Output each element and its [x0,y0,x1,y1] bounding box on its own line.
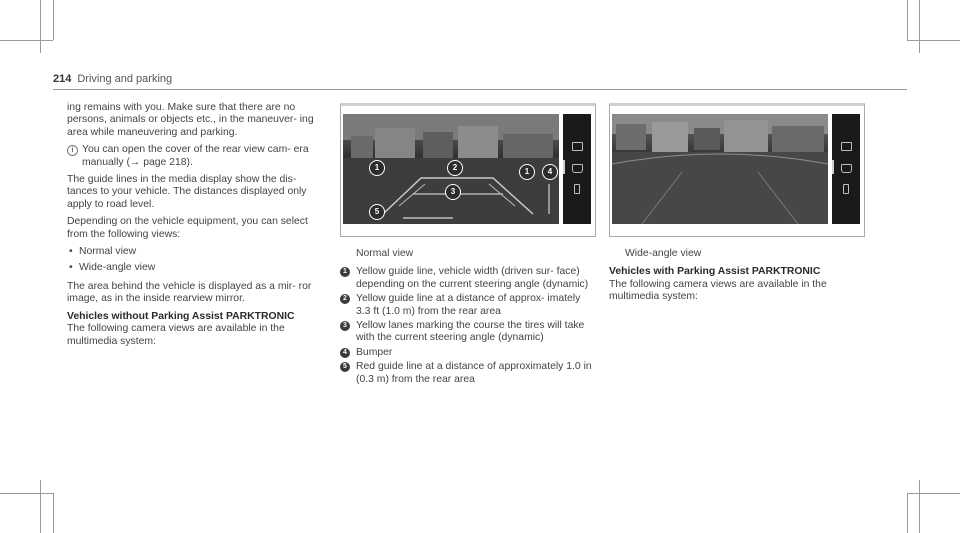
marker-5: 5 [369,204,385,220]
camera-figure-wide [609,103,865,237]
legend-number: 3 [340,321,350,331]
text-column-right [609,248,865,309]
running-header [53,73,172,85]
legend-text: Bumper [356,346,393,358]
crop-mark [0,40,53,41]
camera-view-icon [572,142,583,151]
note [67,144,323,169]
figure-caption-wide: Wide-angle view [625,248,702,259]
crop-mark [907,0,908,40]
trailer-icon [843,184,849,194]
active-view-indicator [832,160,834,174]
crop-mark [907,40,960,41]
camera-image-normal [343,114,559,224]
legend-number: 5 [340,362,350,372]
crop-mark [0,493,53,494]
wide-angle-icon [841,164,852,173]
depending-paragraph: Depending on the vehicle equipment, you can select from the following views: [67,216,308,240]
active-view-indicator [563,160,565,174]
camera-side-panel [563,114,591,224]
wide-angle-icon [572,164,583,173]
crop-mark [919,0,920,53]
intro-paragraph: ing remains with you. Make sure that there are no persons, animals or objects etc., in the maneuver- ing area while maneuvering and parking. [67,102,314,138]
crop-mark [40,480,41,533]
section-text-with: The following camera views are available in the multimedia system: [609,278,827,303]
marker-1: 1 [519,164,535,180]
crop-mark [907,493,960,494]
legend-text: Yellow lanes marking the course the tires will take with the current steering angle (dynamic) [356,320,585,344]
section-heading-without: Vehicles without Parking Assist PARKTRONIC [67,310,295,322]
figure-caption-normal: Normal view [356,248,414,259]
legend-number: 2 [340,294,350,304]
crop-mark [53,493,54,533]
text-column-left [67,102,323,353]
legend-text: Yellow guide line at a distance of approx- imately 3.3 ft (1.0 m) from the rear area [356,293,581,317]
section-heading-with: Vehicles with Parking Assist PARKTRONIC [609,266,821,278]
trailer-icon [574,184,580,194]
note-text: You can open the cover of the rear view cam- era manually (→ page 218). [82,144,309,168]
section-text-without: The following camera views are available in the multimedia system: [67,323,285,347]
marker-3: 3 [445,184,461,200]
legend-text: Yellow guide line, vehicle width (driven sur- face) depending on the current steering angle (dynamic) [356,266,589,290]
page-number: 214 [53,73,72,85]
legend-number: 4 [340,348,350,358]
camera-image-wide [612,114,828,224]
list-item: • Wide-angle view [67,262,323,274]
legend-item [340,320,596,345]
camera-side-panel [832,114,860,224]
marker-2: 2 [447,160,463,176]
legend-item [340,347,596,359]
marker-1: 1 [369,160,385,176]
mirror-paragraph: The area behind the vehicle is displayed as a mir- ror image, as in the inside rearview mirror. [67,280,312,305]
crop-mark [53,0,54,40]
marker-4: 4 [542,164,558,180]
camera-view-icon [841,142,852,151]
legend-item [340,361,596,386]
list-item: • Normal view [67,246,323,258]
legend-item [340,293,596,318]
crop-mark [40,0,41,53]
crop-mark [907,493,908,533]
section-title: Driving and parking [77,73,173,85]
legend-number: 1 [340,267,350,277]
crop-mark [919,480,920,533]
header-rule [53,89,907,90]
legend-text: Red guide line at a distance of approximately 1.0 in (0.3 m) from the rear area [356,361,592,385]
text-column-middle [340,248,596,388]
info-icon: i [67,145,78,156]
guide-lines-paragraph: The guide lines in the media display show the dis- tances to your vehicle. The distances displayed only apply to road level. [67,174,307,210]
legend-item [340,266,596,291]
camera-figure-normal [340,103,596,237]
